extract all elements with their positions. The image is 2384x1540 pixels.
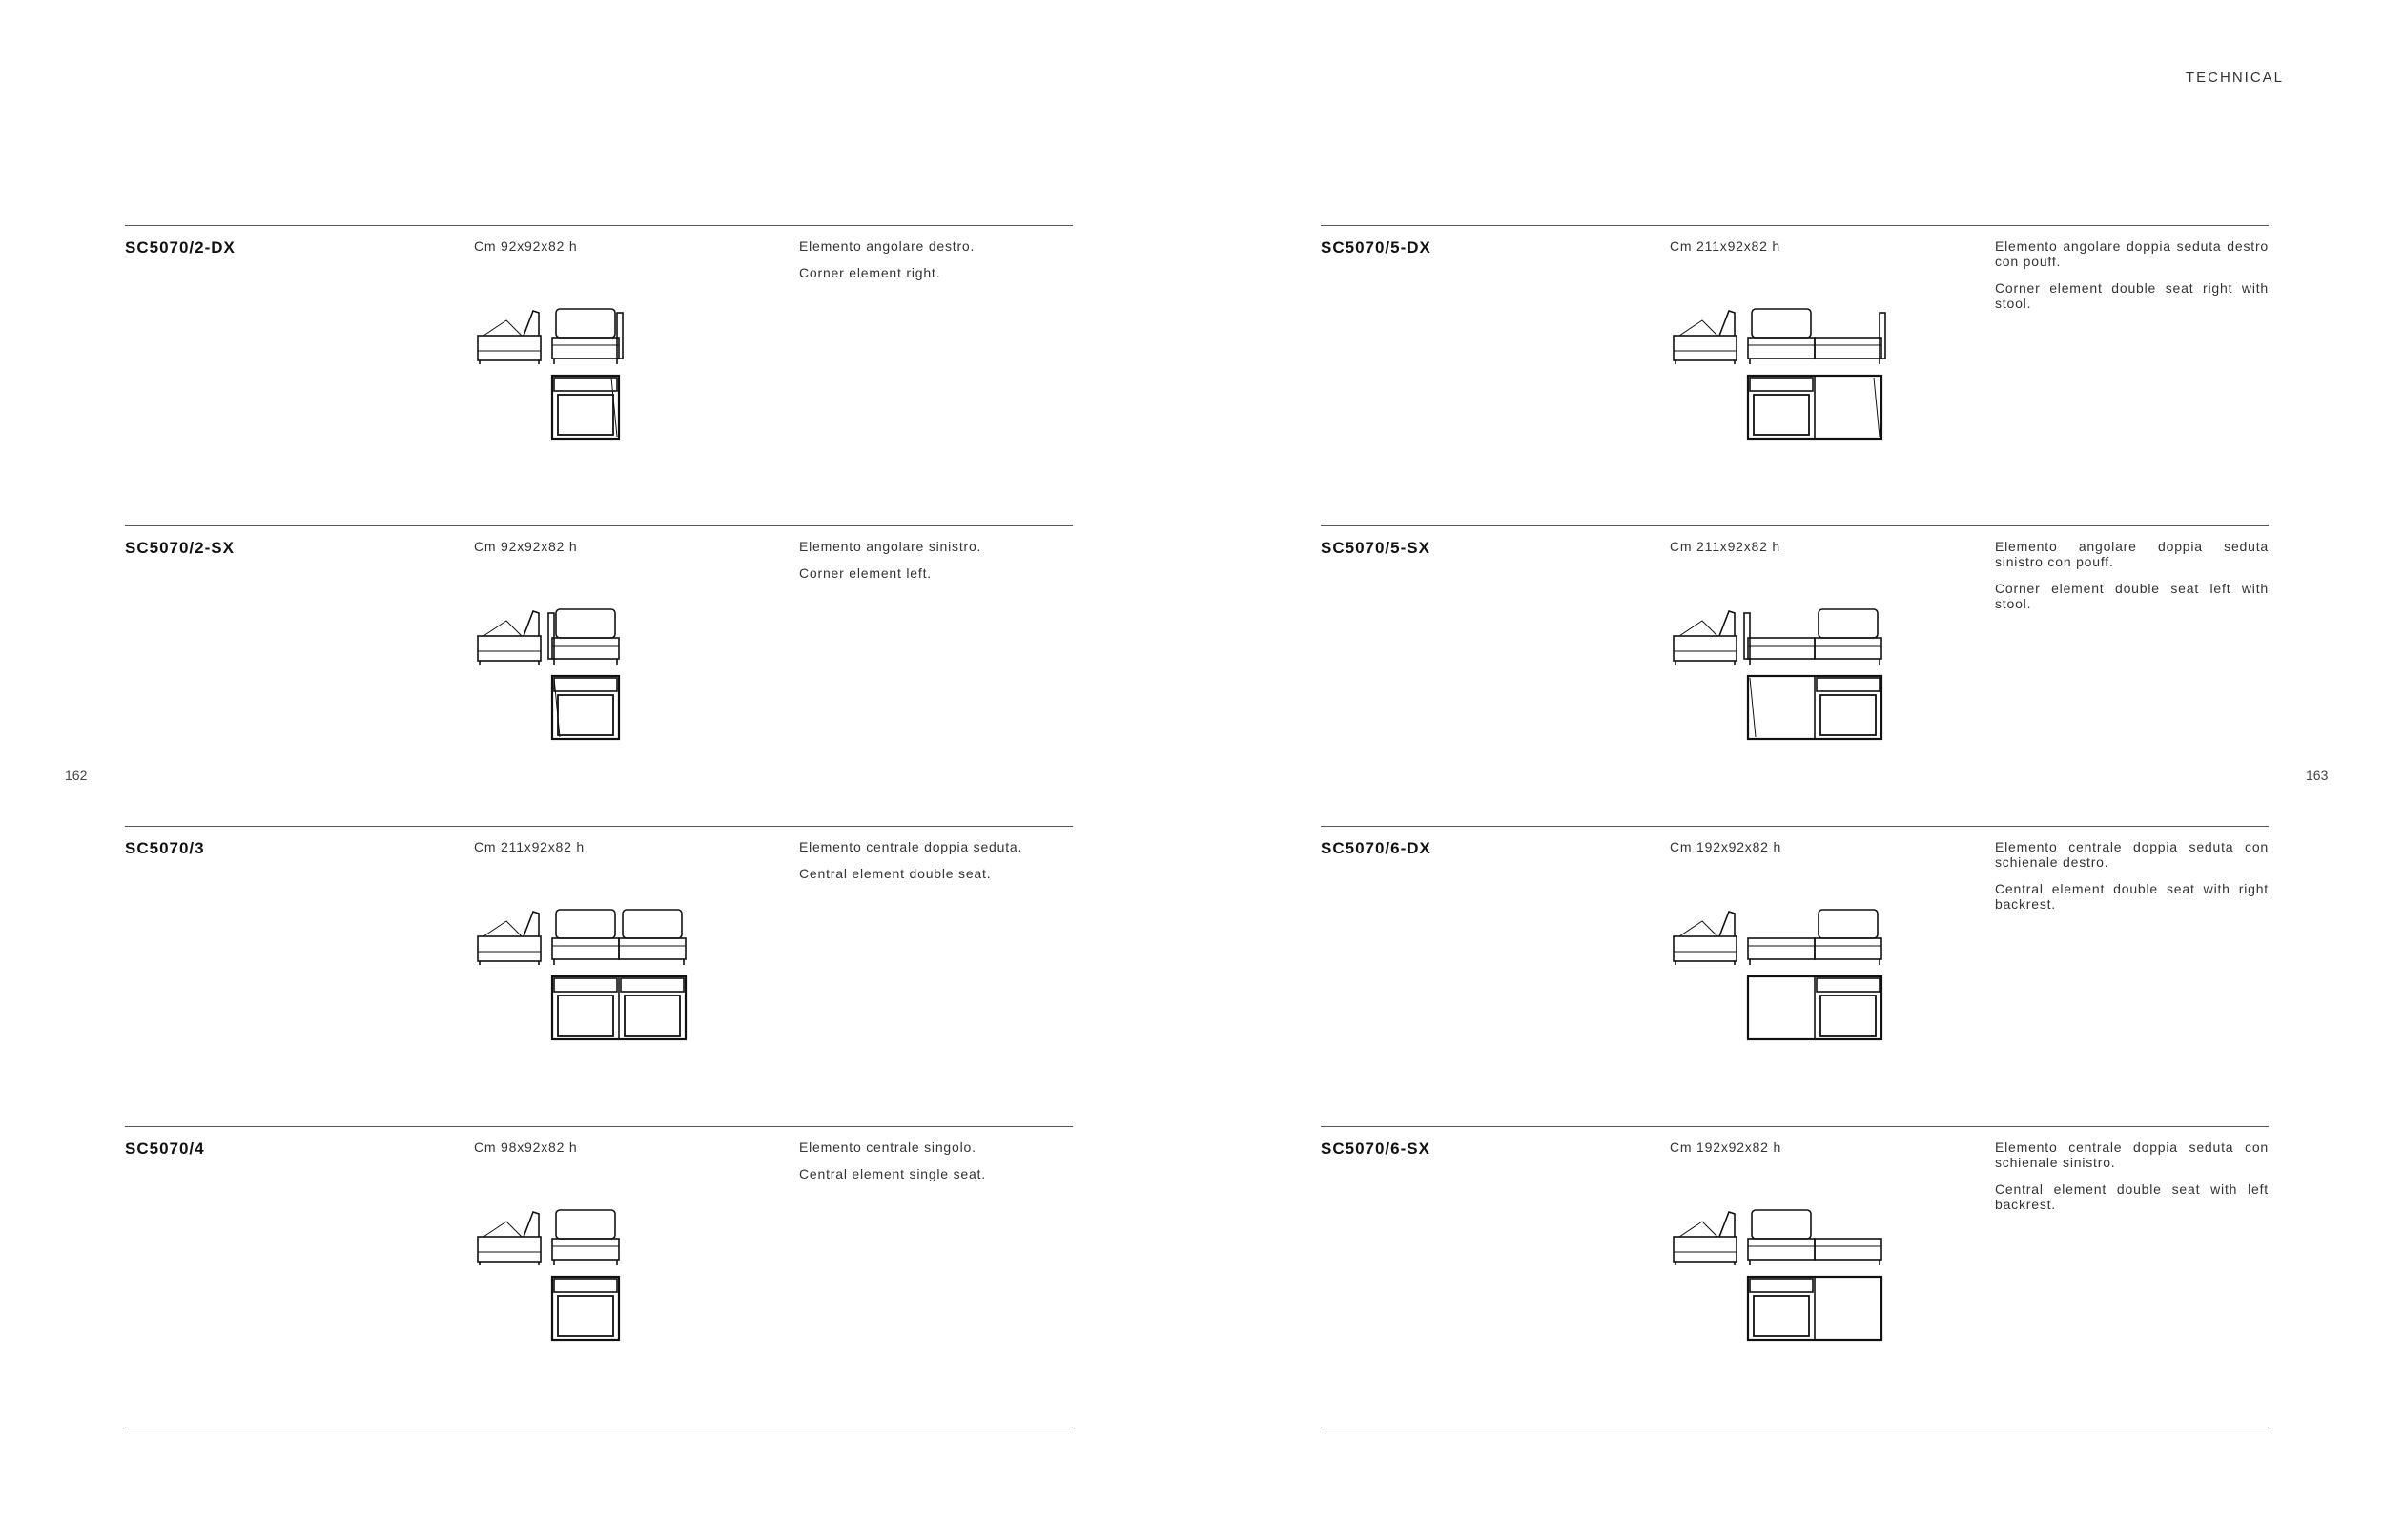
product-entry: [125, 1126, 1073, 1427]
technical-drawing: [478, 908, 695, 1065]
plan-view: [1748, 1277, 1881, 1340]
side-view: [1674, 912, 1737, 965]
product-code: SC5070/2-SX: [125, 539, 235, 557]
product-dimensions: Cm 98x92x82 h: [474, 1140, 578, 1155]
product-entry: [1321, 1126, 2269, 1427]
product-entry: [125, 826, 1073, 1126]
product-code: SC5070/5-DX: [1321, 238, 1431, 257]
front-view: [552, 910, 686, 965]
product-description: [799, 539, 1073, 592]
front-view: [1748, 309, 1885, 364]
description-italian: Elemento angolare doppia seduta sinistro con pouff.: [1995, 539, 2269, 569]
product-dimensions: Cm 92x92x82 h: [474, 539, 578, 554]
side-view: [478, 611, 541, 665]
description-english: Central element double seat with left backrest.: [1995, 1181, 2269, 1212]
front-view: [1748, 1210, 1881, 1265]
description-english: Corner element double seat right with stool.: [1995, 280, 2269, 311]
technical-drawing: [478, 307, 628, 464]
product-description: [799, 839, 1073, 893]
product-code: SC5070/5-SX: [1321, 539, 1430, 557]
product-dimensions: Cm 192x92x82 h: [1670, 839, 1782, 854]
technical-drawing: [1674, 908, 1891, 1065]
front-view: [1748, 910, 1881, 965]
technical-drawing: [1674, 1208, 1891, 1365]
product-code: SC5070/2-DX: [125, 238, 236, 257]
technical-drawing: [478, 607, 628, 765]
description-english: Corner element left.: [799, 565, 932, 581]
product-entry: [1321, 225, 2269, 525]
product-description: [799, 238, 1073, 292]
plan-view: [1748, 976, 1881, 1039]
side-view: [478, 1212, 541, 1265]
product-entry: [1321, 525, 2269, 826]
front-view: [552, 1210, 619, 1265]
description-italian: Elemento angolare sinistro.: [799, 539, 982, 554]
product-description: [1995, 539, 2269, 623]
product-description: [1995, 1140, 2269, 1223]
technical-drawing: [478, 1208, 628, 1365]
section-header: TECHNICAL: [2185, 70, 2284, 86]
side-view: [478, 311, 541, 364]
plan-view: [552, 1277, 619, 1340]
product-code: SC5070/4: [125, 1140, 205, 1158]
description-italian: Elemento centrale doppia seduta.: [799, 839, 1023, 854]
product-code: SC5070/6-DX: [1321, 839, 1431, 857]
plan-view: [552, 376, 619, 439]
product-dimensions: Cm 211x92x82 h: [474, 839, 586, 854]
description-italian: Elemento angolare destro.: [799, 238, 976, 254]
side-view: [1674, 611, 1737, 665]
product-dimensions: Cm 92x92x82 h: [474, 238, 578, 254]
plan-view: [1748, 376, 1881, 439]
description-english: Corner element right.: [799, 265, 941, 280]
plan-view: [552, 976, 686, 1039]
description-english: Central element double seat with right backrest.: [1995, 881, 2269, 912]
description-english: Central element double seat.: [799, 866, 992, 881]
product-entry: [1321, 826, 2269, 1126]
left-page-column: [125, 225, 1073, 1427]
plan-view: [552, 676, 619, 739]
page-number-right: 163: [2306, 768, 2329, 783]
description-italian: Elemento centrale doppia seduta con schienale destro.: [1995, 839, 2269, 870]
product-dimensions: Cm 211x92x82 h: [1670, 238, 1781, 254]
product-code: SC5070/6-SX: [1321, 1140, 1430, 1158]
technical-drawing: [1674, 607, 1891, 765]
description-italian: Elemento angolare doppia seduta destro con pouff.: [1995, 238, 2269, 269]
product-description: [1995, 238, 2269, 322]
product-entry: [125, 525, 1073, 826]
description-italian: Elemento centrale doppia seduta con schienale sinistro.: [1995, 1140, 2269, 1170]
right-page-column: [1321, 225, 2269, 1427]
product-description: [1995, 839, 2269, 923]
product-entry: [125, 225, 1073, 525]
page-number-left: 162: [65, 768, 88, 783]
product-dimensions: Cm 211x92x82 h: [1670, 539, 1781, 554]
product-code: SC5070/3: [125, 839, 205, 857]
product-dimensions: Cm 192x92x82 h: [1670, 1140, 1782, 1155]
front-view: [1744, 609, 1881, 665]
side-view: [478, 912, 541, 965]
front-view: [548, 609, 619, 665]
front-view: [552, 309, 623, 364]
plan-view: [1748, 676, 1881, 739]
description-italian: Elemento centrale singolo.: [799, 1140, 976, 1155]
description-english: Central element single seat.: [799, 1166, 986, 1181]
side-view: [1674, 311, 1737, 364]
side-view: [1674, 1212, 1737, 1265]
description-english: Corner element double seat left with stool.: [1995, 581, 2269, 611]
technical-drawing: [1674, 307, 1891, 464]
product-description: [799, 1140, 1073, 1193]
